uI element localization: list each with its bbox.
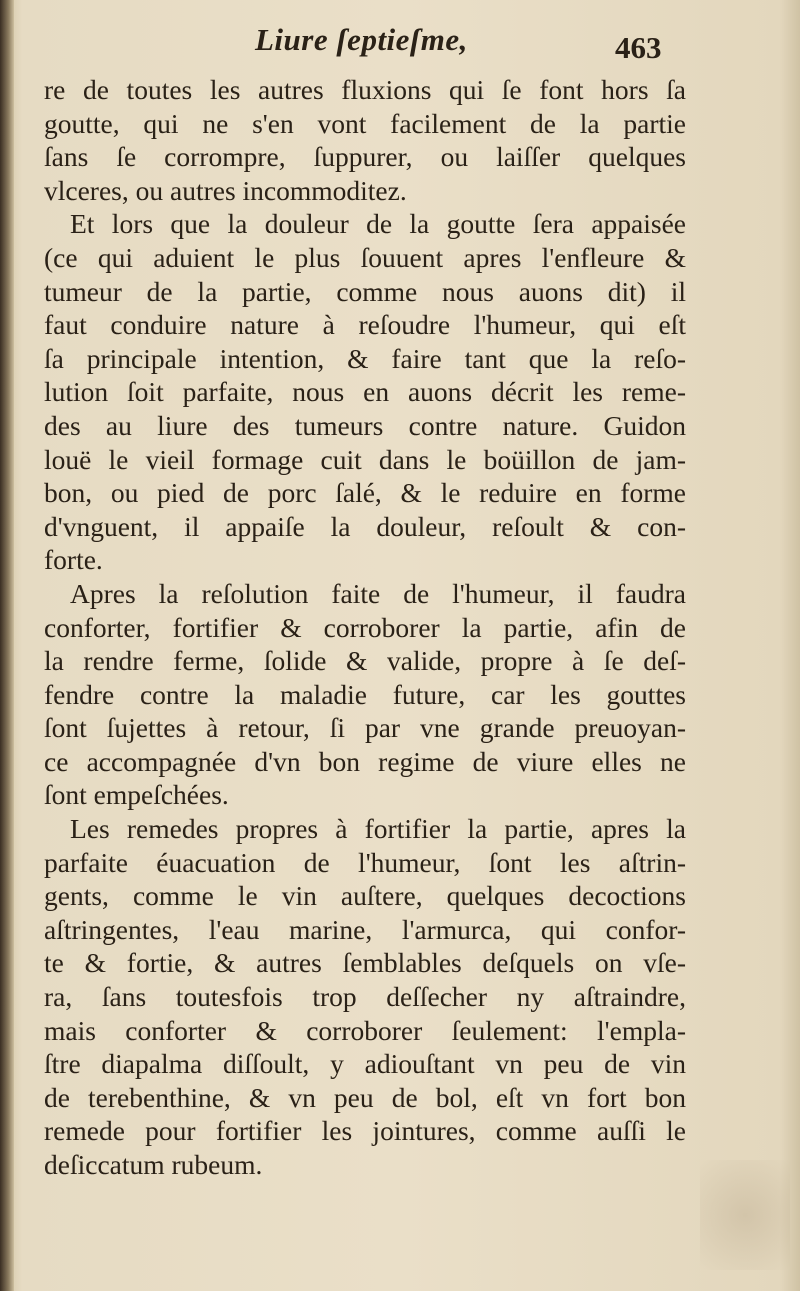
text-line: mais conforter & corroborer ſeulement: l'empla-	[44, 1014, 686, 1046]
text-line: tumeur de la partie, comme nous auons dit) il	[44, 275, 686, 307]
text-line: te & fortie, & autres ſemblables deſquels on vſe-	[44, 947, 686, 979]
text-line: (ce qui aduient le plus ſouuent apres l'enfleure &	[44, 241, 686, 273]
text-line: ſtre diapalma diſſoult, y adiouſtant vn peu de vin	[44, 1048, 686, 1080]
page-gutter	[0, 0, 14, 1291]
text-line: louë le vieil formage cuit dans le boüillon de jam-	[44, 443, 686, 475]
text-line: ſont ſujettes à retour, ſi par vne grande preuoyan-	[44, 712, 686, 744]
text-line: forte.	[44, 544, 103, 576]
text-line: fendre contre la maladie future, car les gouttes	[44, 678, 686, 710]
text-line: des au liure des tumeurs contre nature. Guidon	[44, 409, 686, 441]
text-line: ce accompagnée d'vn bon regime de viure elles ne	[44, 745, 686, 777]
text-line: la rendre ferme, ſolide & valide, propre à ſe deſ-	[44, 645, 686, 677]
text-line: re de toutes les autres fluxions qui ſe font hors ſa	[44, 74, 686, 105]
text-line: lution ſoit parfaite, nous en auons décrit les reme-	[44, 376, 686, 408]
body-text	[44, 73, 686, 1182]
text-line: aſtringentes, l'eau marine, l'armurca, qui confor-	[44, 913, 686, 945]
page-number: 463	[615, 30, 662, 65]
text-line: faut conduire nature à reſoudre l'humeur, qui eſt	[44, 309, 686, 341]
text-line: d'vnguent, il appaiſe la douleur, reſoult & con-	[44, 510, 686, 542]
text-line: de terebenthine, & vn peu de bol, eſt vn fort bon	[44, 1081, 686, 1113]
text-line: gents, comme le vin auſtere, quelques decoctions	[44, 880, 686, 912]
text-line: ſans ſe corrompre, ſuppurer, ou laiſſer quelques	[44, 141, 686, 173]
text-line: bon, ou pied de porc ſalé, & le reduire en forme	[44, 477, 686, 509]
text-line: vlceres, ou autres incommoditez.	[44, 174, 407, 206]
text-line: ſa principale intention, & faire tant que la reſo-	[44, 342, 686, 374]
text-line: goutte, qui ne s'en vont facilement de la partie	[44, 107, 686, 139]
text-line: remede pour fortifier les jointures, comme auſſi le	[44, 1115, 686, 1147]
text-line: deſiccatum rubeum.	[44, 1149, 263, 1180]
text-line: conforter, fortifier & corroborer la partie, afin de	[44, 611, 686, 643]
running-title: Liure ſeptieſme,	[255, 22, 468, 57]
text-line: ſont empeſchées.	[44, 779, 229, 811]
text-line: ra, ſans toutesfois trop deſſecher ny aſtraindre,	[44, 981, 686, 1013]
text-line: Apres la reſolution faite de l'humeur, il faudra	[70, 577, 686, 609]
paper-stain	[700, 1160, 790, 1270]
text-line: Et lors que la douleur de la goutte ſera appaisée	[70, 208, 686, 240]
text-line: parfaite éuacuation de l'humeur, ſont les aſtrin-	[44, 846, 686, 878]
text-line: Les remedes propres à fortifier la partie, apres la	[70, 813, 686, 845]
